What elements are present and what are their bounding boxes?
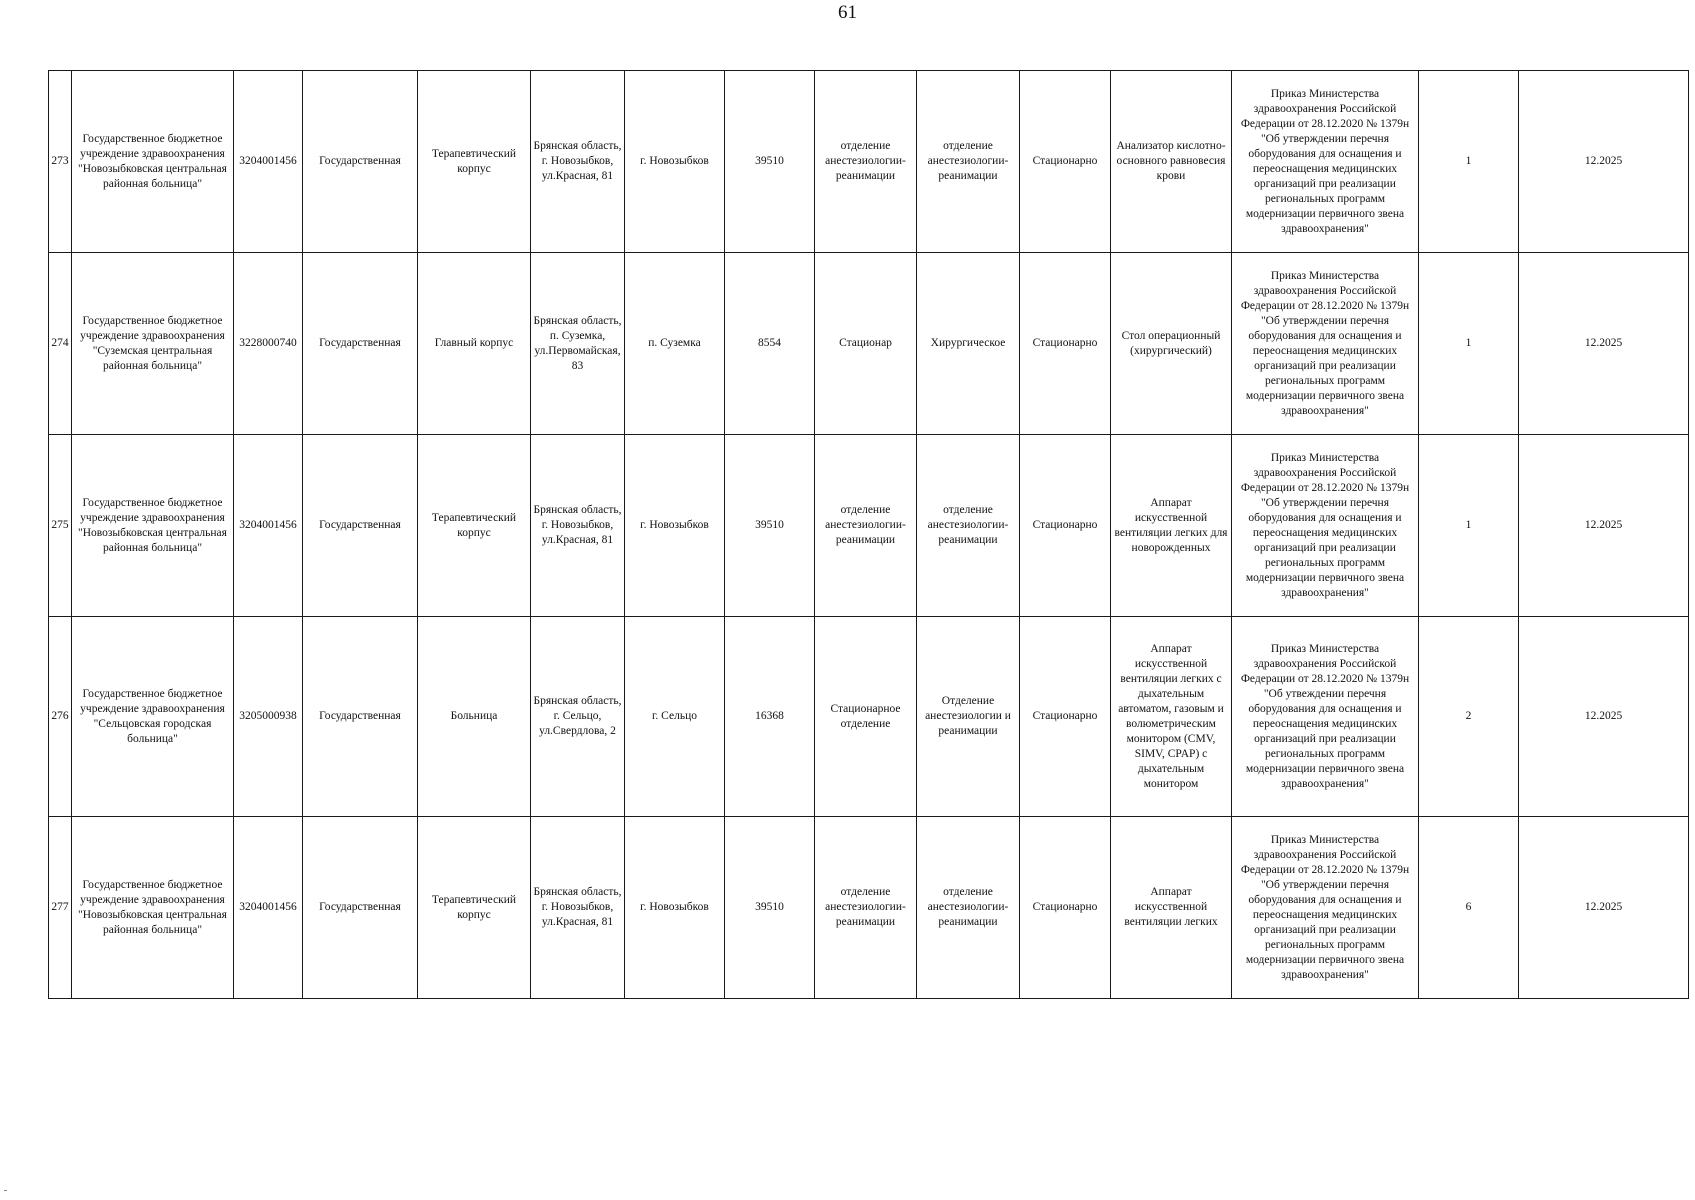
department: отделение анестезиологии-реанимации xyxy=(815,71,917,253)
table-body xyxy=(49,71,1689,999)
subdivision: отделение анестезиологии-реанимации xyxy=(917,435,1020,617)
subdivision: отделение анестезиологии-реанимации xyxy=(917,817,1020,999)
inn-code: 3204001456 xyxy=(234,435,303,617)
address: Брянская область, г. Сельцо, ул.Свердлова, 2 xyxy=(531,617,625,817)
inn-code: 3204001456 xyxy=(234,71,303,253)
locality: г. Новозыбков xyxy=(625,71,725,253)
locality: п. Суземка xyxy=(625,253,725,435)
quantity: 2 xyxy=(1419,617,1519,817)
care-form: Стационарно xyxy=(1020,817,1111,999)
order-reference: Приказ Министерства здравоохранения Российской Федерации от 28.12.2020 № 1379н "Об утверждении перечня оборудования для оснащения и переоснащения медицинских организаций при реализации региональных программ модернизации первичного звена здравоохранения" xyxy=(1232,71,1419,253)
row-number: 274 xyxy=(49,253,72,435)
building-name: Больница xyxy=(418,617,531,817)
row-number: 275 xyxy=(49,435,72,617)
inn-code: 3205000938 xyxy=(234,617,303,817)
quantity: 1 xyxy=(1419,435,1519,617)
quantity: 6 xyxy=(1419,817,1519,999)
department: отделение анестезиологии-реанимации xyxy=(815,817,917,999)
equipment-name: Стол операционный (хирургический) xyxy=(1111,253,1232,435)
quantity: 1 xyxy=(1419,253,1519,435)
institution-name: Государственное бюджетное учреждение здравоохранения "Новозыбковская центральная районная больница" xyxy=(72,817,234,999)
address: Брянская область, г. Новозыбков, ул.Красная, 81 xyxy=(531,435,625,617)
population: 39510 xyxy=(725,435,815,617)
department: Стационар xyxy=(815,253,917,435)
delivery-date: 12.2025 xyxy=(1519,253,1689,435)
subdivision: Отделение анестезиологии и реанимации xyxy=(917,617,1020,817)
row-number: 273 xyxy=(49,71,72,253)
equipment-table xyxy=(48,70,1689,999)
ownership-type: Государственная xyxy=(303,71,418,253)
locality: г. Новозыбков xyxy=(625,435,725,617)
building-name: Терапевтический корпус xyxy=(418,71,531,253)
institution-name: Государственное бюджетное учреждение здравоохранения "Новозыбковская центральная районная больница" xyxy=(72,435,234,617)
subdivision: отделение анестезиологии-реанимации xyxy=(917,71,1020,253)
inn-code: 3228000740 xyxy=(234,253,303,435)
equipment-name: Аппарат искусственной вентиляции легких для новорожденных xyxy=(1111,435,1232,617)
quantity: 1 xyxy=(1419,71,1519,253)
institution-name: Государственное бюджетное учреждение здравоохранения "Суземская центральная районная больница" xyxy=(72,253,234,435)
locality: г. Новозыбков xyxy=(625,817,725,999)
table-row xyxy=(49,435,1689,617)
care-form: Стационарно xyxy=(1020,253,1111,435)
equipment-name: Аппарат искусственной вентиляции легких xyxy=(1111,817,1232,999)
population: 39510 xyxy=(725,817,815,999)
equipment-name: Анализатор кислотно-основного равновесия крови xyxy=(1111,71,1232,253)
ownership-type: Государственная xyxy=(303,617,418,817)
delivery-date: 12.2025 xyxy=(1519,435,1689,617)
ownership-type: Государственная xyxy=(303,253,418,435)
building-name: Главный корпус xyxy=(418,253,531,435)
building-name: Терапевтический корпус xyxy=(418,817,531,999)
address: Брянская область, г. Новозыбков, ул.Красная, 81 xyxy=(531,71,625,253)
table-row xyxy=(49,71,1689,253)
row-number: 276 xyxy=(49,617,72,817)
population: 39510 xyxy=(725,71,815,253)
department: отделение анестезиологии-реанимации xyxy=(815,435,917,617)
locality: г. Сельцо xyxy=(625,617,725,817)
inn-code: 3204001456 xyxy=(234,817,303,999)
ownership-type: Государственная xyxy=(303,435,418,617)
care-form: Стационарно xyxy=(1020,435,1111,617)
delivery-date: 12.2025 xyxy=(1519,817,1689,999)
subdivision: Хирургическое xyxy=(917,253,1020,435)
department: Стационарное отделение xyxy=(815,617,917,817)
address: Брянская область, п. Суземка, ул.Первомайская, 83 xyxy=(531,253,625,435)
institution-name: Государственное бюджетное учреждение здравоохранения "Новозыбковская центральная районная больница" xyxy=(72,71,234,253)
order-reference: Приказ Министерства здравоохранения Российской Федерации от 28.12.2020 № 1379н "Об утверждении перечня оборудования для оснащения и переоснащения медицинских организаций при реализации региональных программ модернизации первичного звена здравоохранения" xyxy=(1232,253,1419,435)
order-reference: Приказ Министерства здравоохранения Российской Федерации от 28.12.2020 № 1379н "Об утверждении перечня оборудования для оснащения и переоснащения медицинских организаций при реализации региональных программ модернизации первичного звена здравоохранения" xyxy=(1232,435,1419,617)
ownership-type: Государственная xyxy=(303,817,418,999)
institution-name: Государственное бюджетное учреждение здравоохранения "Сельцовская городская больница" xyxy=(72,617,234,817)
table-row xyxy=(49,253,1689,435)
row-number: 277 xyxy=(49,817,72,999)
table-row xyxy=(49,817,1689,999)
population: 16368 xyxy=(725,617,815,817)
delivery-date: 12.2025 xyxy=(1519,617,1689,817)
order-reference: Приказ Министерства здравоохранения Российской Федерации от 28.12.2020 № 1379н "Об утвеждении перечня оборудования для оснащения и переоснащения медицинских организаций при реализации региональных программ модернизации первичного звена здравоохранения" xyxy=(1232,617,1419,817)
page-number: 61 xyxy=(838,2,857,23)
equipment-name: Аппарат искусственной вентиляции легких с дыхательным автоматом, газовым и волюметрическим монитором (CMV, SIMV, CPAP) с дыхательным монитором xyxy=(1111,617,1232,817)
order-reference: Приказ Министерства здравоохранения Российской Федерации от 28.12.2020 № 1379н "Об утверждении перечня оборудования для оснащения и переоснащения медицинских организаций при реализации региональных программ модернизации первичного звена здравоохранения" xyxy=(1232,817,1419,999)
building-name: Терапевтический корпус xyxy=(418,435,531,617)
scan-artifact xyxy=(4,1190,7,1191)
address: Брянская область, г. Новозыбков, ул.Красная, 81 xyxy=(531,817,625,999)
table-row xyxy=(49,617,1689,817)
delivery-date: 12.2025 xyxy=(1519,71,1689,253)
care-form: Стационарно xyxy=(1020,71,1111,253)
population: 8554 xyxy=(725,253,815,435)
care-form: Стационарно xyxy=(1020,617,1111,817)
